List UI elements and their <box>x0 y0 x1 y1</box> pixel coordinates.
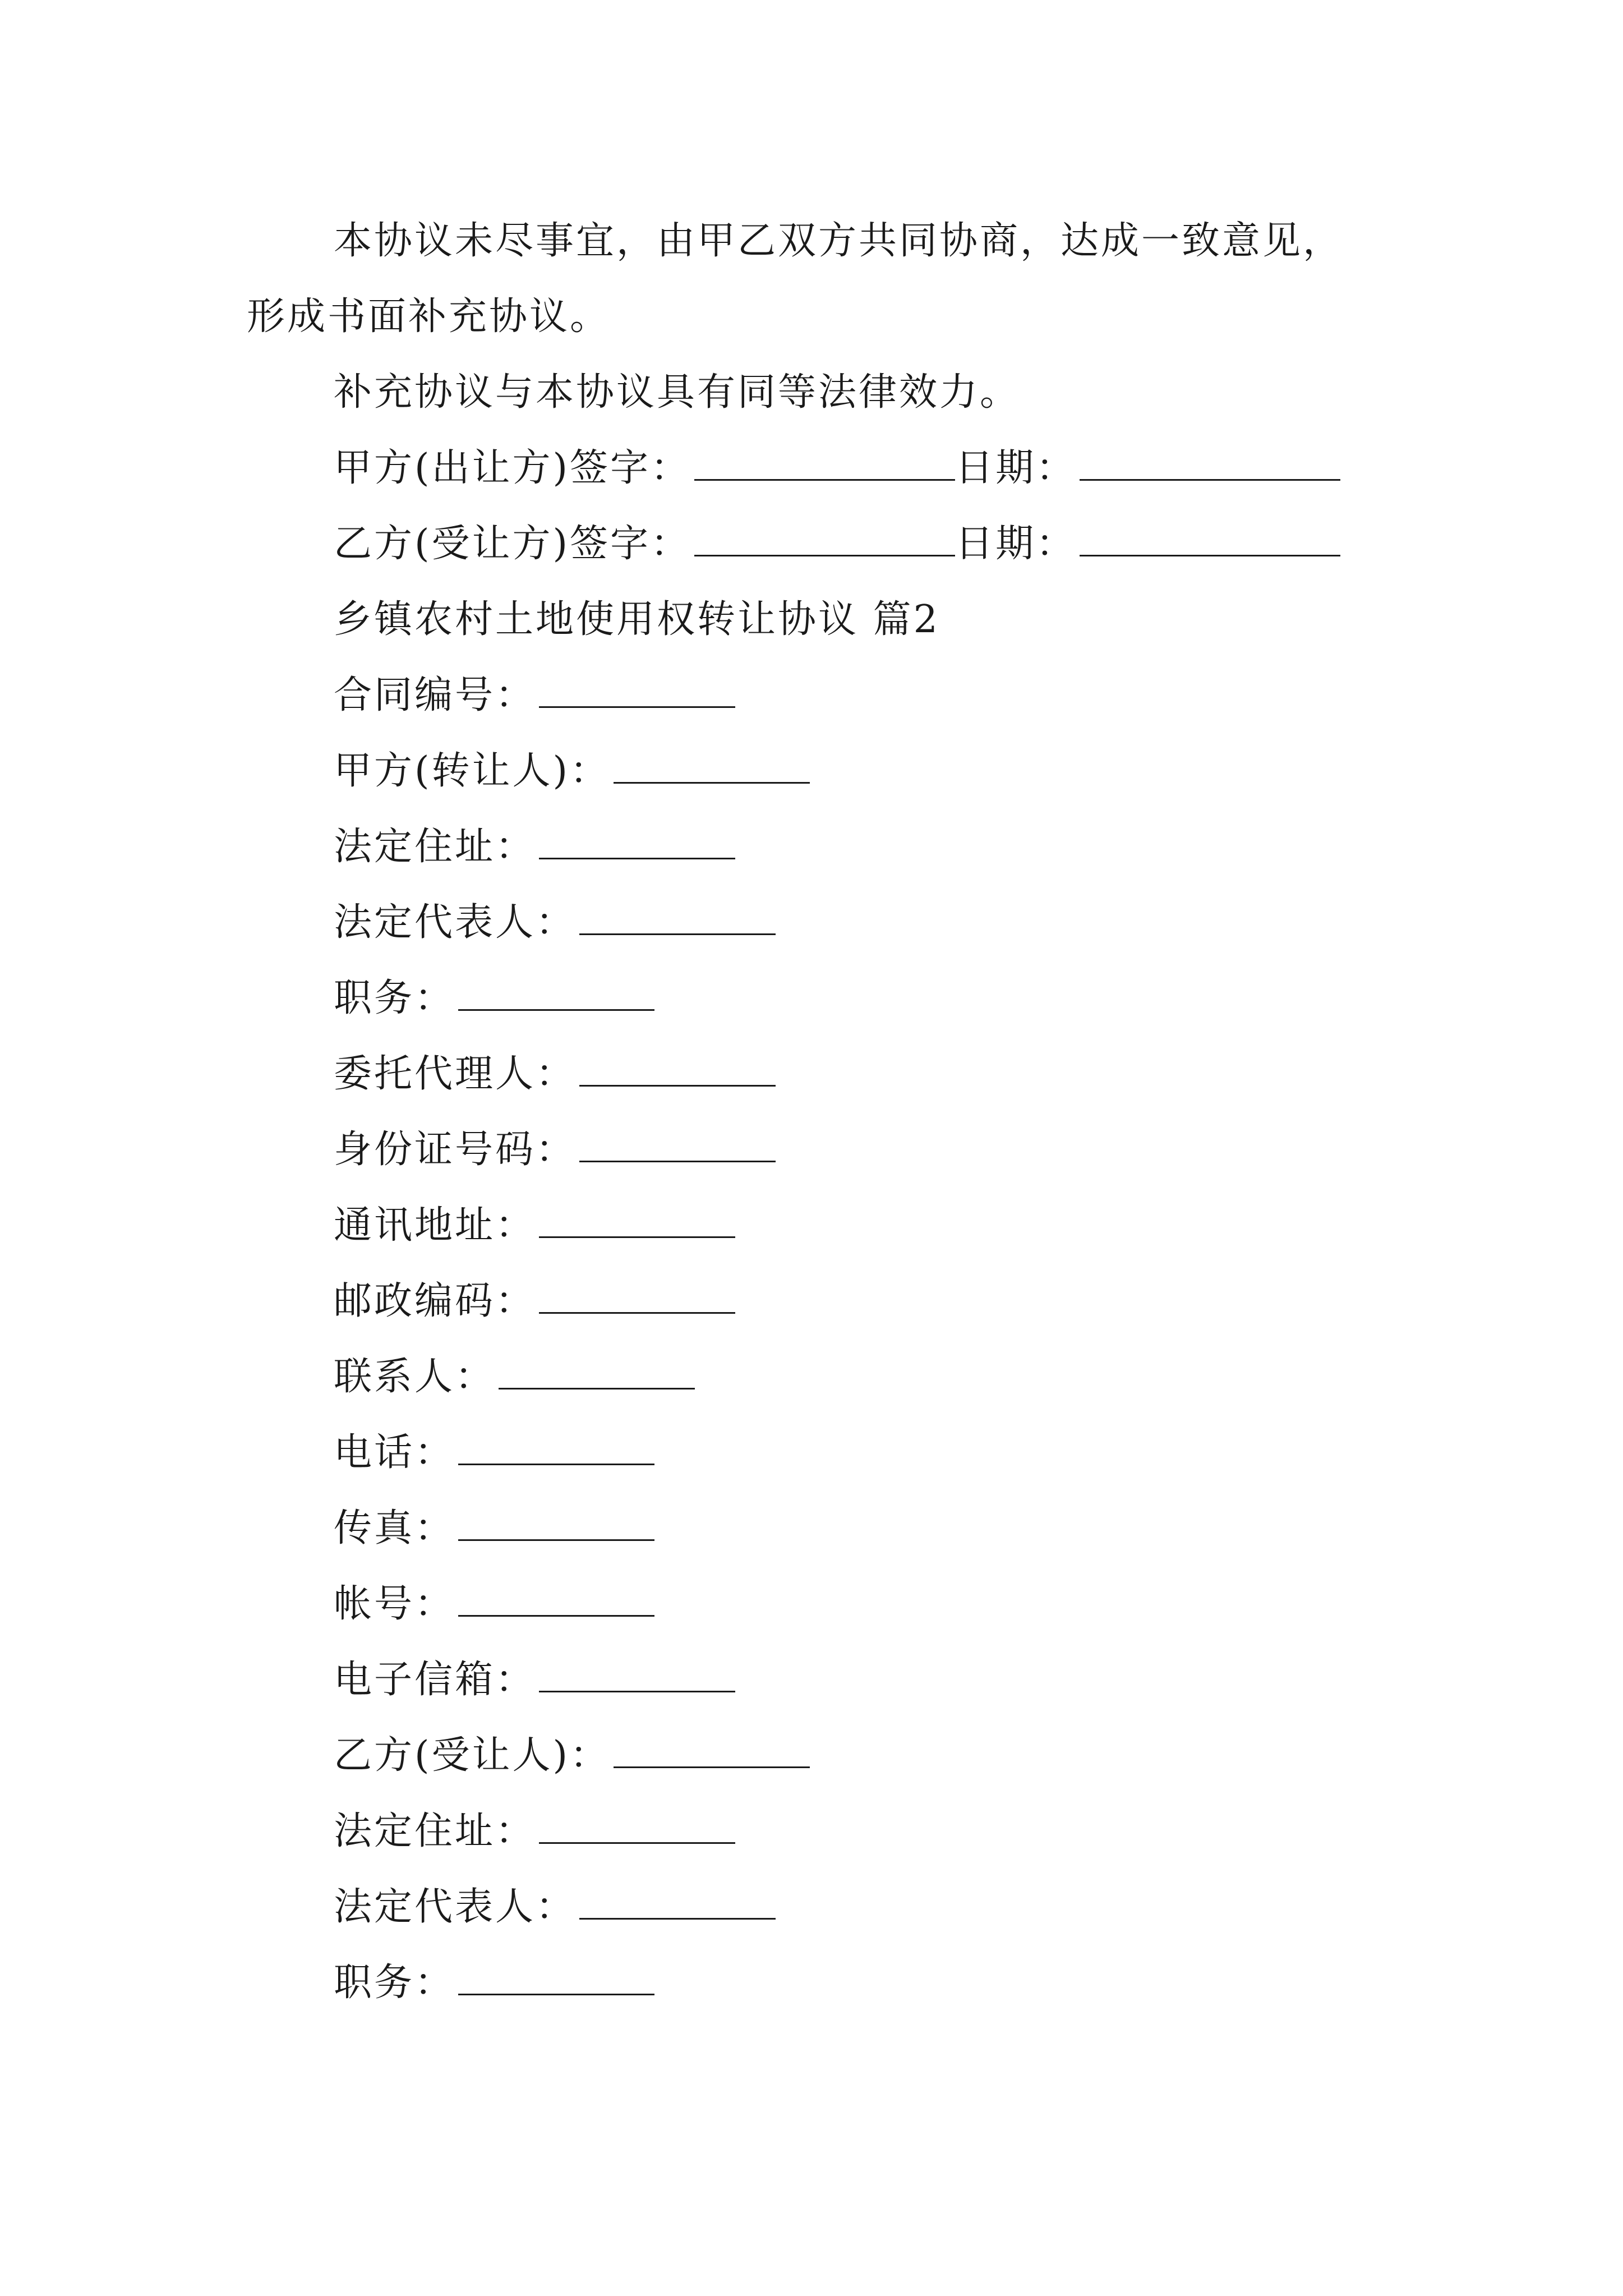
field-label: 法定代表人： <box>334 1885 577 1929</box>
field-blank <box>579 900 776 935</box>
field-label: 职务： <box>334 1961 455 2005</box>
signature-row <box>334 443 1340 494</box>
field-label: 职务： <box>334 976 455 1020</box>
form-field <box>334 1731 810 1781</box>
form-field <box>334 1200 735 1251</box>
field-label: 法定住址： <box>334 1809 536 1853</box>
field-blank <box>458 1506 654 1541</box>
field-blank <box>579 1051 776 1087</box>
field-label: 电子信箱： <box>334 1658 536 1702</box>
form-field <box>334 1428 654 1478</box>
form-field <box>334 1125 776 1175</box>
field-blank <box>458 976 654 1011</box>
field-label: 委托代理人： <box>334 1052 577 1096</box>
form-field <box>334 670 735 721</box>
field-label: 身份证号码： <box>334 1128 577 1172</box>
form-field <box>334 1503 654 1554</box>
form-field <box>334 1806 735 1857</box>
field-blank <box>458 1581 654 1617</box>
field-label: 法定代表人： <box>334 900 577 945</box>
field-blank <box>539 1203 735 1238</box>
field-blank <box>539 1809 735 1844</box>
field-label: 合同编号： <box>334 673 536 717</box>
form-field <box>334 1352 695 1402</box>
date-blank <box>1080 521 1340 556</box>
form-field <box>334 822 735 872</box>
form-field <box>334 973 654 1024</box>
field-blank <box>458 1430 654 1465</box>
field-label: 帐号： <box>334 1582 455 1626</box>
field-blank <box>614 1733 810 1768</box>
form-field <box>334 1958 654 2008</box>
paragraph-line: 补充协议与本协议具有同等法律效力。 <box>334 370 1021 415</box>
date-blank <box>1080 445 1340 481</box>
field-blank <box>539 1657 735 1692</box>
paragraph-line: 本协议未尽事宜，由甲乙双方共同协商，达成一致意见， <box>334 219 1344 263</box>
field-label: 通讯地址： <box>334 1203 536 1248</box>
form-field <box>334 898 776 948</box>
field-blank <box>614 748 810 784</box>
field-label: 电话： <box>334 1430 455 1475</box>
signature-row <box>334 519 1340 569</box>
field-label: 联系人： <box>334 1355 496 1399</box>
field-label: 法定住址： <box>334 825 536 869</box>
field-blank <box>539 673 735 708</box>
field-blank <box>539 824 735 859</box>
field-label: 甲方(转让人)： <box>334 749 611 793</box>
section-title: 乡镇农村土地使用权转让协议 篇2 <box>334 597 940 642</box>
date-label: 日期： <box>955 522 1077 566</box>
form-field <box>334 746 810 797</box>
field-blank <box>499 1354 695 1389</box>
form-field <box>334 1049 776 1099</box>
form-field <box>334 1655 735 1705</box>
form-field <box>334 1579 654 1630</box>
field-label: 传真： <box>334 1506 455 1550</box>
signature-blank <box>694 521 955 556</box>
field-label: 乙方(受让人)： <box>334 1733 611 1778</box>
field-blank <box>458 1960 654 1995</box>
field-blank <box>539 1278 735 1314</box>
signature-label: 乙方(受让方)签字： <box>334 522 691 566</box>
signature-blank <box>694 445 955 481</box>
form-field <box>334 1276 735 1327</box>
signature-label: 甲方(出让方)签字： <box>334 446 691 490</box>
field-blank <box>579 1884 776 1920</box>
paragraph-line: 形成书面补充协议。 <box>247 295 611 339</box>
field-label: 邮政编码： <box>334 1279 536 1323</box>
field-blank <box>579 1127 776 1162</box>
form-field <box>334 1882 776 1932</box>
date-label: 日期： <box>955 446 1077 490</box>
